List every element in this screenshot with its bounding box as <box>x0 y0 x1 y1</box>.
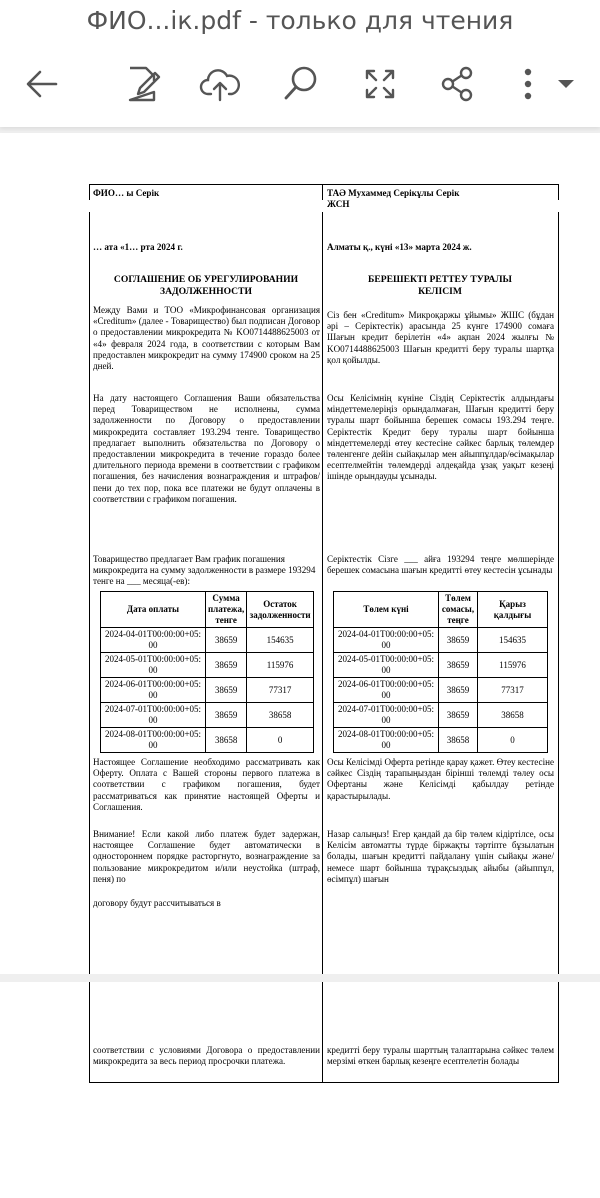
top-bar <box>0 0 600 127</box>
kz-paragraph-3: Серіктестік Сізге ___ айға 193294 теңге мөлшеріндe берешек сомасына шағын кредитті өтеу кестесін ұсынады <box>327 554 554 576</box>
ru-col-balance: Остаток задолженности <box>247 592 314 628</box>
ru-schedule-table <box>100 591 314 753</box>
kz-cell-payment: 38659 <box>439 703 478 728</box>
kz-paragraph-5: Назар салыңыз! Егер қандай да бір төлем кідіртілсе, осы Келісім автоматты түрде біржақты тәртіпте бұзылатын болады, шағын кредитті пайдалану үшін сыйақы және/немесе шарт бойынша тұрақсыздық айыбы (айыппұл, өсімпұл) шағын <box>327 829 554 884</box>
ru-paragraph-5: Внимание! Если какой либо платеж будет задержан, настоящее Соглашение будет автоматически в одностороннем порядке расторгнуто, вознаграждение за пользование микрокредитом и/или неустойка (штраф, пеня) по <box>93 829 320 884</box>
ru-cell-payment: 38659 <box>206 678 247 703</box>
kz-cell-date: 2024-04-01T00:00:00+05:00 <box>334 628 439 653</box>
pdf-page-2[interactable] <box>0 982 600 1198</box>
kz-city-date: Алматы қ., күні «13» марта 2024 ж. <box>327 242 472 252</box>
kz-cell-balance: 154635 <box>478 628 548 653</box>
search-icon[interactable] <box>278 62 322 106</box>
ru-paragraph-3: Товарищество предлагает Вам график погашения микрокредита на сумму задолженности в размере 193294 тенге на ___ месяца(-ев): <box>93 554 316 587</box>
table-row <box>334 678 548 703</box>
frame-middle-line <box>322 184 323 974</box>
ru-title: СОГЛАШЕНИЕ ОБ УРЕГУЛИРОВАНИИ ЗАДОЛЖЕННОСТИ <box>113 274 299 297</box>
table-row <box>101 678 314 703</box>
ru-cell-balance: 77317 <box>247 678 314 703</box>
ru-header: ФИО… ы Серік <box>93 188 160 198</box>
ru-cell-date: 2024-08-01T00:00:00+05:00 <box>101 728 206 753</box>
kz-paragraph-4: Осы Келісімді Оферта ретінде қарау қажет. Өтеу кестесіне сәйкес Сіздің тарапыңыздан бірінші төлемді төлеу осы Офертаны және Келісімді қабылдау ретінде қарастырылады. <box>327 757 555 801</box>
kz-cell-date: 2024-06-01T00:00:00+05:00 <box>334 678 439 703</box>
back-arrow-icon[interactable] <box>20 62 64 106</box>
share-icon[interactable] <box>436 62 480 106</box>
frame-top-line <box>89 184 559 185</box>
frame-gap-right <box>558 200 559 212</box>
kz-cell-balance: 38658 <box>478 703 548 728</box>
ru-cell-date: 2024-06-01T00:00:00+05:00 <box>101 678 206 703</box>
pdf-page-1[interactable] <box>0 133 600 974</box>
frame-gap-mid <box>322 200 323 212</box>
table-row <box>101 728 314 753</box>
ru-cell-payment: 38659 <box>206 703 247 728</box>
fullscreen-icon[interactable] <box>358 62 402 106</box>
kz-col-date: Төлем күні <box>334 592 439 628</box>
kz-col-payment: Төлем сомасы, теңге <box>439 592 478 628</box>
kz-cell-payment: 38658 <box>439 728 478 753</box>
kz-cell-date: 2024-08-01T00:00:00+05:00 <box>334 728 439 753</box>
ru-cell-payment: 38659 <box>206 628 247 653</box>
table-row <box>101 703 314 728</box>
ru-paragraph-1: Между Вами и ТОО «Микрофинансовая организация «Creditum» (далее - Товарищество) был подписан Договор о предоставлении микрокредита № KO0714488625003 от «4» февраля 2024 года, в соответствии с которым Вам предоставлен микрокредит на сумму 174900 сроком на 25 дней. <box>93 305 320 372</box>
frame2-right-line <box>558 982 559 1082</box>
frame2-left-line <box>89 982 90 1082</box>
kz-cell-balance: 77317 <box>478 678 548 703</box>
kz-col-balance: Қарыз қалдығы <box>478 592 548 628</box>
more-icon[interactable] <box>518 62 538 106</box>
ru-paragraph-4: Настоящее Соглашение необходимо рассматривать как Оферту. Оплата с Вашей стороны первого платежа в соответствии с графиком погашения, будет рассматриваться как принятие настоящей Оферты и Соглашения. <box>93 757 320 812</box>
document-content <box>0 133 600 974</box>
table-row <box>334 628 548 653</box>
document-content-page-2 <box>0 982 600 1198</box>
ru-cell-balance: 38658 <box>247 703 314 728</box>
ru-cell-payment: 38658 <box>206 728 247 753</box>
frame-right-line <box>558 184 559 974</box>
ru-cell-date: 2024-04-01T00:00:00+05:00 <box>101 628 206 653</box>
kz-title: БЕРЕШЕКТІ РЕТТЕУ ТУРАЛЫ КЕЛІСІМ <box>368 274 512 297</box>
ru-cell-date: 2024-05-01T00:00:00+05:00 <box>101 653 206 678</box>
kz-cell-payment: 38659 <box>439 678 478 703</box>
ru-paragraph-7: соответствии с условиями Договора о предоставлении микрокредита за весь период просрочки платежа. <box>93 1045 320 1067</box>
dropdown-caret-icon[interactable] <box>552 62 582 106</box>
ru-cell-date: 2024-07-01T00:00:00+05:00 <box>101 703 206 728</box>
ru-cell-balance: 0 <box>247 728 314 753</box>
ru-city-date: … ата «1… рта 2024 г. <box>93 242 183 252</box>
ru-cell-balance: 154635 <box>247 628 314 653</box>
kz-schedule-table <box>333 591 548 753</box>
cloud-upload-icon[interactable] <box>198 62 242 106</box>
ru-cell-payment: 38659 <box>206 653 247 678</box>
kz-paragraph-1: Сіз бен «Creditum» Микроқаржы ұйымы» ЖШС (бұдан әрі – Серіктестік) арасында 25 күнге 174900 сомаға Шағын кредит берілетін «4» ақпан 2024 жылғы № KO0714488625003 Шағын кредитті беру туралы шартқа қол қойылды. <box>327 310 554 365</box>
kz-cell-payment: 38659 <box>439 653 478 678</box>
edit-document-icon[interactable] <box>122 62 166 106</box>
kz-cell-date: 2024-05-01T00:00:00+05:00 <box>334 653 439 678</box>
frame2-bottom-line <box>89 1082 559 1083</box>
kz-header-iin: ЖСН <box>327 199 350 209</box>
frame2-middle-line <box>322 982 323 1082</box>
kz-cell-balance: 115976 <box>478 653 548 678</box>
ru-cell-balance: 115976 <box>247 653 314 678</box>
ru-col-payment: Сумма платежа, тенге <box>206 592 247 628</box>
table-row <box>334 703 548 728</box>
kz-header: ТАӘ Мухаммед Серікұлы Серік <box>327 188 460 198</box>
table-row <box>101 628 314 653</box>
kz-cell-balance: 0 <box>478 728 548 753</box>
frame-left-line <box>89 184 90 974</box>
table-row <box>101 653 314 678</box>
kz-paragraph-7: кредитті беру туралы шарттың талаптарына сәйкес төлем мерзімі өткен барлық кезеңге есептелетін болады <box>327 1045 554 1067</box>
ru-col-date: Дата оплаты <box>101 592 206 628</box>
frame-gap-left <box>89 200 90 212</box>
kz-paragraph-2: Осы Келісімнің күніне Сіздің Серіктестік алдындағы міндеттемелеріңіз орындалмаған, Шағын кредитті беру туралы шарт бойынша берешек сомасы 193.294 теңге. Серіктестік Кредит беру туралы шарт бойынша міндеттемелерді өтеу кестесіне сәйкес барлық төлемдер төленгенге дейін сыйақылар мен айыппұлдар/өсімақылар есептелмейтін төлемдерді әлдеқайда ұзақ уақыт кезеңі ішінде орындауды ұсынады. <box>327 393 554 482</box>
table-row <box>334 728 548 753</box>
table-row <box>334 653 548 678</box>
ru-paragraph-2: На дату настоящего Соглашения Ваши обязательства перед Товариществом не исполнены, сумма задолженности по Договору о предоставлении микрокредита составляет 193.294 тенге. Товарищество предлагает выполнить обязательства по Договору о предоставлении микрокредита в течение гораздо более длительного периода времени в соответствии с графиком погашения, без начисления вознаграждения и штрафов/пени до тех пор, пока все платежи не будут оплачены в соответствии с графиком погашения. <box>93 393 320 504</box>
ru-paragraph-6: договору будут рассчитываться в <box>93 898 221 908</box>
kz-cell-payment: 38659 <box>439 628 478 653</box>
kz-cell-date: 2024-07-01T00:00:00+05:00 <box>334 703 439 728</box>
kz-table-header-row <box>334 592 548 628</box>
document-title: ФИО...ік.pdf - только для чтения <box>86 6 514 35</box>
ru-table-header-row <box>101 592 314 628</box>
